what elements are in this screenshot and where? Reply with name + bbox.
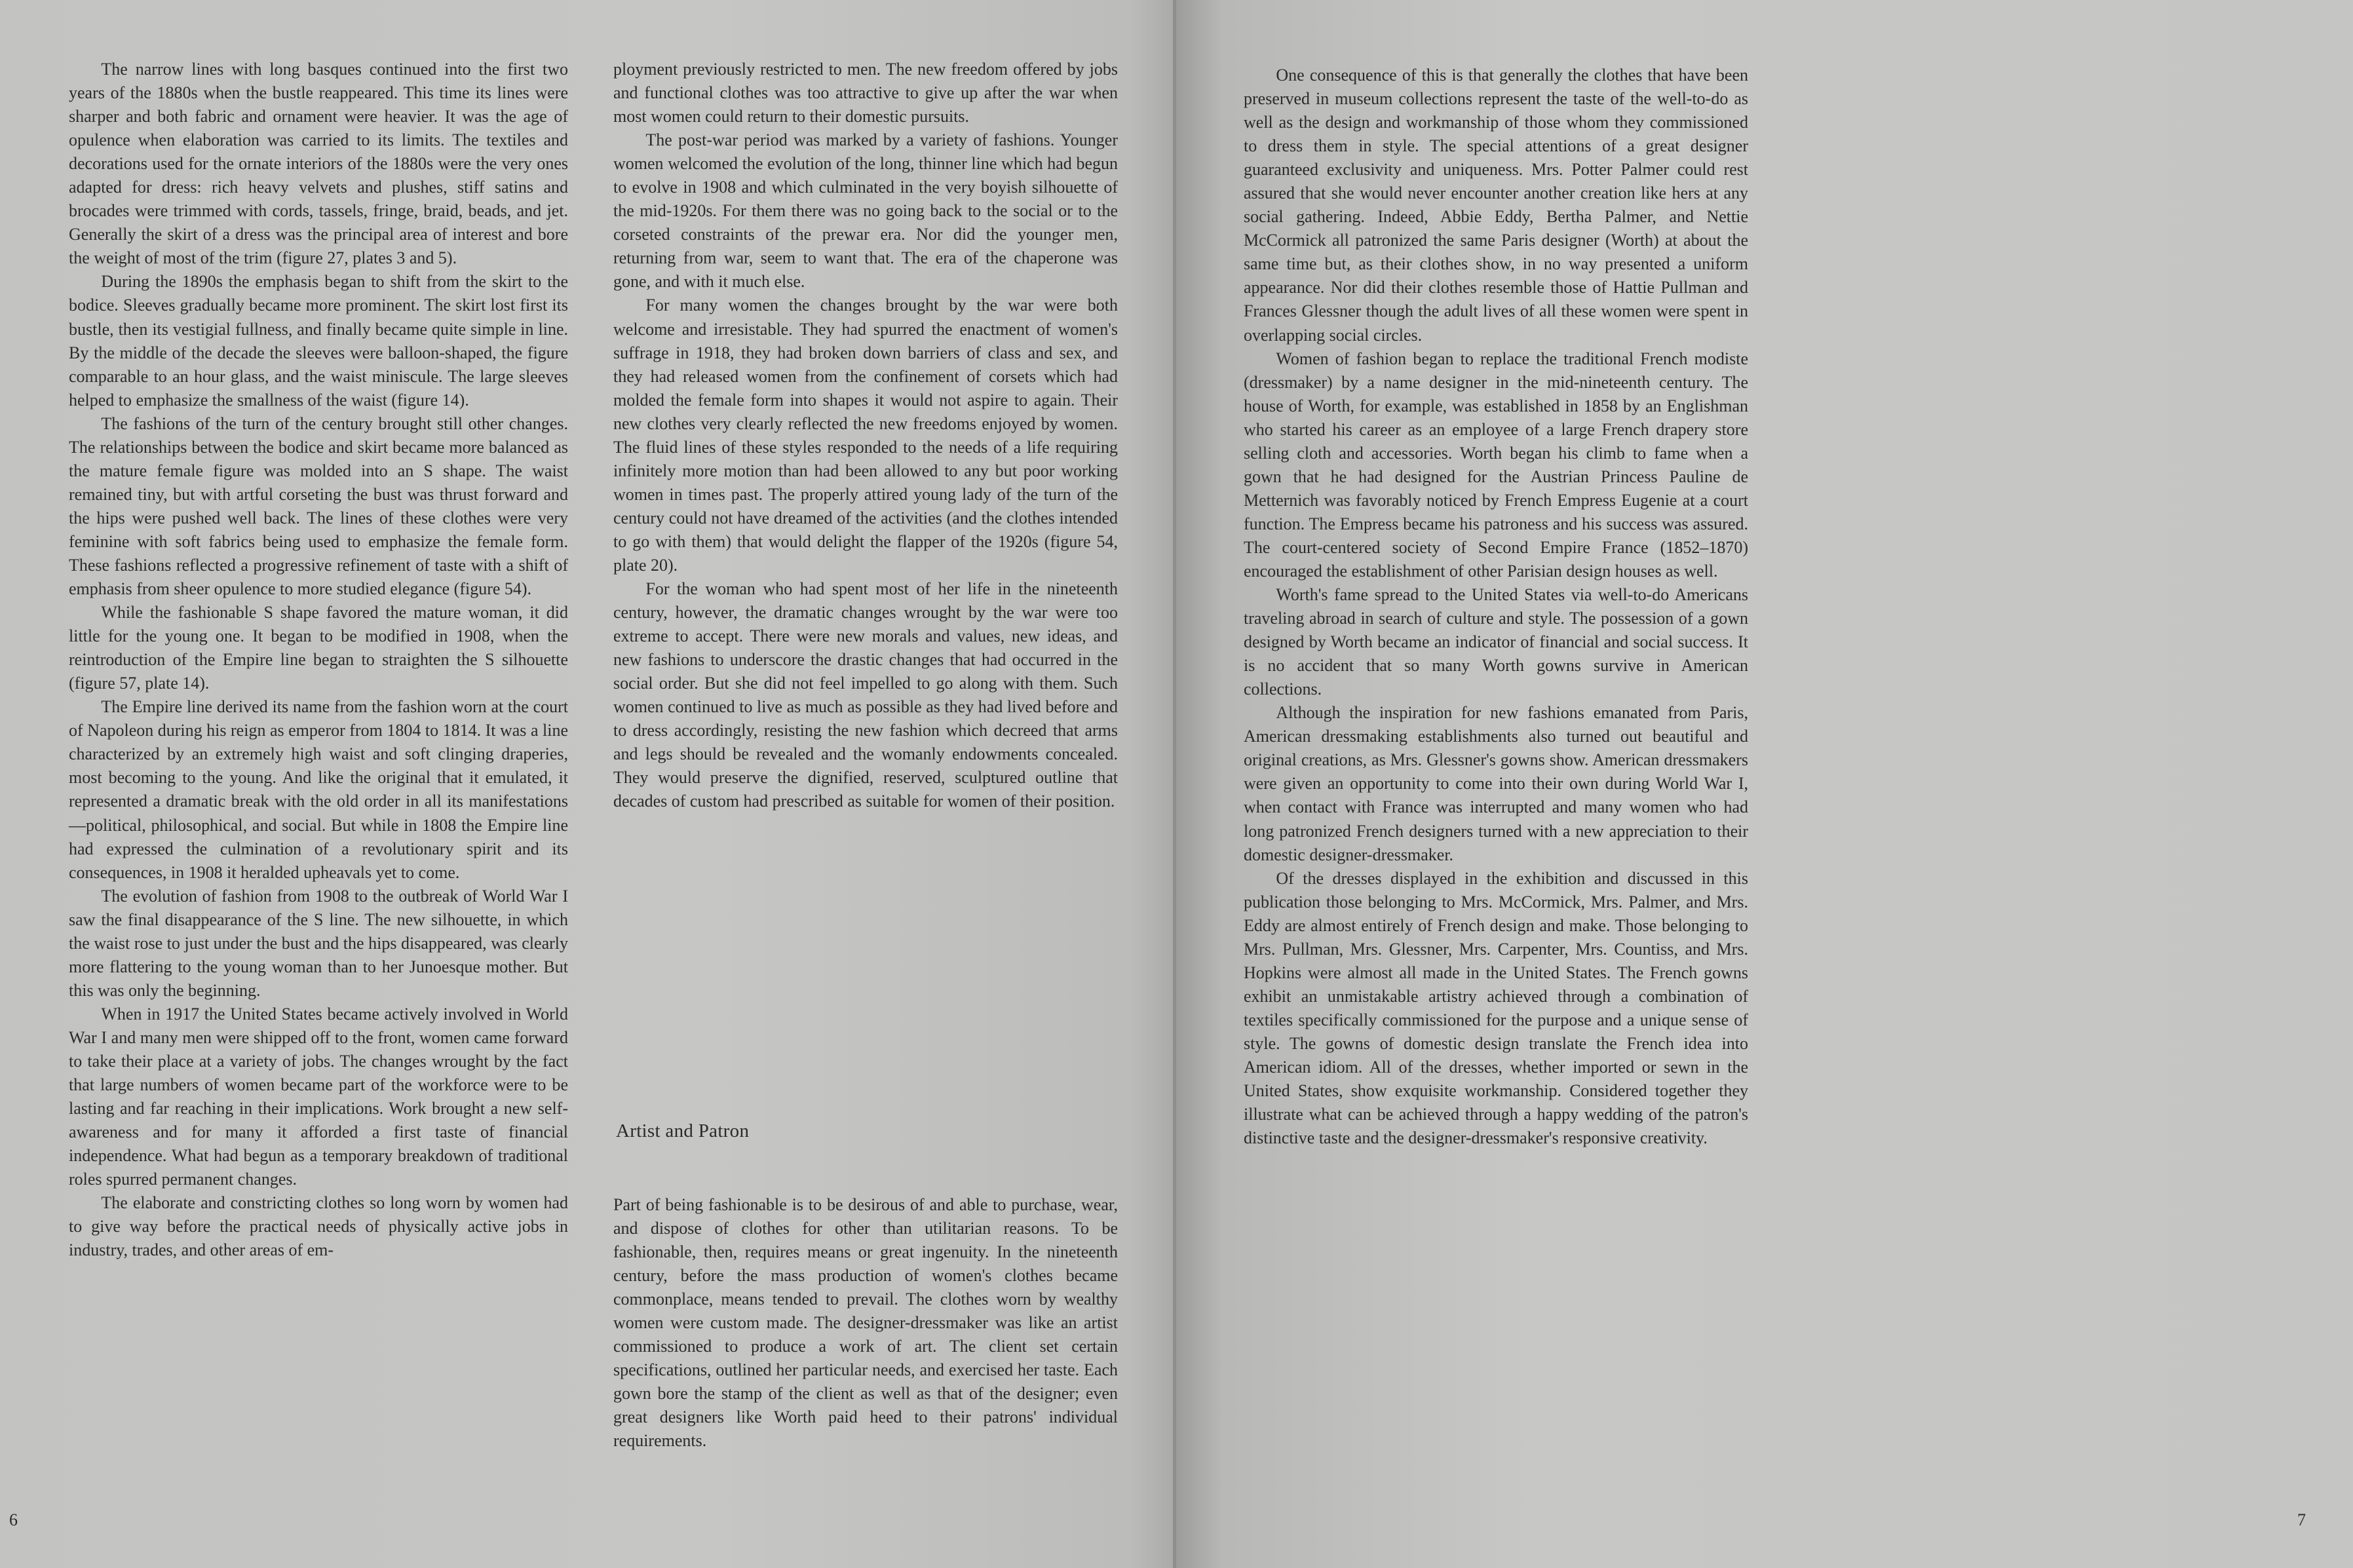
paragraph: The narrow lines with long basques continued into the first two years of the 1880s when the bustle reappeared. This time its lines were sharper and both fabric and ornament were heavier. It was the age of opulence when elaboration was carried to its limits. The textiles and decorations used for the ornate interiors of the 1880s were the very ones adapted for dress: rich heavy velvets and plushes, stiff satins and brocades were trimmed with cords, tassels, fringe, braid, beads, and jet. Generally the skirt of a dress was the principal area of interest and bore the weight of most of the trim (figure 27, plates 3 and 5). [69,60,568,268]
paragraph: The post-war period was marked by a variety of fashions. Younger women welcomed the evolution of the long, thinner line which had begun to evolve in 1908 and which culminated in the very boyish silhouette of the mid-1920s. For them there was no going back to the social or to the corseted constraints of the prewar era. Nor did the younger men, returning from war, seem to want that. The era of the chaperone was gone, and with it much else. [613,130,1118,292]
paragraph: Part of being fashionable is to be desirous of and able to purchase, wear, and dispose of clothes for other than utilitarian reasons. To be fashionable, then, requires means or great ingenuity. In the nineteenth century, before the mass production of women's clothes became commonplace, means tended to prevail. The clothes worn by wealthy women were custom made. The designer-dressmaker was like an artist commissioned to produce a work of art. The client set certain specifications, outlined her particular needs, and exercised her taste. Each gown bore the stamp of the client as well as that of the designer; even great designers like Worth paid heed to their patrons' individual requirements. [613,1195,1118,1451]
left-page [0,0,1176,1568]
paragraph: When in 1917 the United States became actively involved in World War I and many men were shipped off to the front, women came forward to take their place at a variety of jobs. The changes wrought by the fact that large numbers of women became part of the workforce were to be lasting and far reaching in their implications. Work brought a new self-awareness and for many it afforded a first taste of financial independence. What had begun as a temporary breakdown of traditional roles spurred permanent changes. [69,1004,568,1189]
right-page-column [1244,64,1748,1150]
page-number: 6 [9,1510,18,1529]
paragraph: The Empire line derived its name from the fashion worn at the court of Napoleon during his reign as emperor from 1804 to 1814. It was a line characterized by an extremely high waist and soft clinging draperies, most becoming to the young. And like the original that it emulated, it represented a dramatic break with the old order in all its manifestations—political, philosophical, and social. But while in 1808 the Empire line had expressed the culmination of a revolutionary spirit and its consequences, in 1908 it heralded upheavals yet to come. [69,697,568,882]
paragraph: Worth's fame spread to the United States via well-to-do Americans traveling abroad in search of culture and style. The possession of a gown designed by Worth became an indicator of financial and social success. It is no accident that so many Worth gowns survive in American collections. [1244,585,1748,699]
paragraph: The elaborate and constricting clothes so long worn by women had to give way before the practical needs of physically active jobs in industry, trades, and other areas of em- [69,1193,568,1260]
left-page-column-2-section [613,1193,1118,1453]
paragraph: ployment previously restricted to men. The new freedom offered by jobs and functional clothes was too attractive to give up after the war when most women could return to their domestic pursuits. [613,60,1118,126]
paragraph: One consequence of this is that generally the clothes that have been preserved in museum collections represent the taste of the well-to-do as well as the design and workmanship of those whom they commissioned to dress them in style. The special attentions of a great designer guaranteed exclusivity and uniqueness. Mrs. Potter Palmer could rest assured that she would never encounter another creation like hers at any social gathering. Indeed, Abbie Eddy, Bertha Palmer, and Nettie McCormick all patronized the same Paris designer (Worth) at about the same time but, as their clothes show, in no way presented a uniform appearance. Nor did their clothes resemble those of Hattie Pullman and Frances Glessner though the adult lives of all these women were spent in overlapping social circles. [1244,66,1748,345]
page-number: 7 [2297,1510,2306,1529]
paragraph: During the 1890s the emphasis began to shift from the skirt to the bodice. Sleeves gradually became more prominent. The skirt lost first its bustle, then its vestigial fullness, and finally became quite simple in line. By the middle of the decade the sleeves were balloon-shaped, the figure comparable to an hour glass, and the waist miniscule. The large sleeves helped to emphasize the smallness of the waist (figure 14). [69,272,568,410]
paragraph: While the fashionable S shape favored the mature woman, it did little for the young one. It began to be modified in 1908, when the reintroduction of the Empire line began to straighten the S silhouette (figure 57, plate 14). [69,603,568,693]
section-heading: Artist and Patron [616,1120,750,1141]
paragraph: For the woman who had spent most of her life in the nineteenth century, however, the dramatic changes wrought by the war were too extreme to accept. There were new morals and values, new ideas, and new fashions to underscore the drastic changes that had occurred in the social order. But she did not feel impelled to go along with them. Such women continued to live as much as possible as they had lived before and to dress accordingly, resisting the new fashion which decreed that arms and legs should be revealed and the womanly endowments concealed. They would preserve the dignified, reserved, sculptured outline that decades of custom had prescribed as suitable for women of their position. [613,579,1118,811]
left-page-column-2 [613,58,1118,814]
left-page-column-1 [69,58,568,1262]
paragraph: Women of fashion began to replace the traditional French modiste (dressmaker) by a name designer in the mid-nineteenth century. The house of Worth, for example, was established in 1858 by an Englishman who started his career as an employee of a large French drapery store selling cloth and accessories. Worth began his climb to fame when a gown that he had designed for the Austrian Princess Pauline de Metternich was favorably noticed by French Empress Eugenie at a court function. The Empress became his patroness and his success was assured. The court-centered society of Second Empire France (1852–1870) encouraged the establishment of other Parisian design houses as well. [1244,349,1748,581]
paragraph: Of the dresses displayed in the exhibition and discussed in this publication those belonging to Mrs. McCormick, Mrs. Palmer, and Mrs. Eddy are almost entirely of French design and make. Those belonging to Mrs. Pullman, Mrs. Glessner, Mrs. Carpenter, Mrs. Countiss, and Mrs. Hopkins were almost all made in the United States. The French gowns exhibit an unmistakable artistry achieved through a combination of textiles specifically commissioned for the purpose and a unique sense of style. The gowns of domestic design translate the French idea into American idiom. All of the dresses, whether imported or sewn in the United States, show exquisite workmanship. Considered together they illustrate what can be achieved through a happy wedding of the patron's distinctive taste and the designer-dressmaker's responsive creativity. [1244,868,1748,1148]
paragraph: Although the inspiration for new fashions emanated from Paris, American dressmaking establishments also turned out beautiful and original creations, as Mrs. Glessner's gowns show. American dressmakers were given an opportunity to come into their own during World War I, when contact with France was interrupted and many women who had long patronized French designers turned with a new appreciation to their domestic designer-dressmaker. [1244,703,1748,864]
paragraph: The evolution of fashion from 1908 to the outbreak of World War I saw the final disappearance of the S line. The new silhouette, in which the waist rose to just under the bust and the hips disappeared, was clearly more flattering to the young woman than to her Junoesque mother. But this was only the beginning. [69,886,568,1000]
paragraph: The fashions of the turn of the century brought still other changes. The relationships between the bodice and skirt became more balanced as the mature female figure was molded into an S shape. The waist remained tiny, but with artful corseting the bust was thrust forward and the hips were pushed well back. The lines of these clothes were very feminine with soft fabrics being used to emphasize the female form. These fashions reflected a progressive refinement of taste with a shift of emphasis from sheer opulence to more studied elegance (figure 54). [69,413,568,599]
paragraph: For many women the changes brought by the war were both welcome and irresistable. They had spurred the enactment of women's suffrage in 1918, they had broken down barriers of class and sex, and they had released women from the confinement of corsets which had molded the female form into shapes it would not aspire to again. Their new clothes very clearly reflected the new freedoms enjoyed by women. The fluid lines of these styles responded to the needs of a life requiring infinitely more motion than had been allowed to any but poor working women in times past. The properly attired young lady of the turn of the century could not have dreamed of the activities (and the clothes intended to go with them) that would delight the flapper of the 1920s (figure 54, plate 20). [613,296,1118,575]
